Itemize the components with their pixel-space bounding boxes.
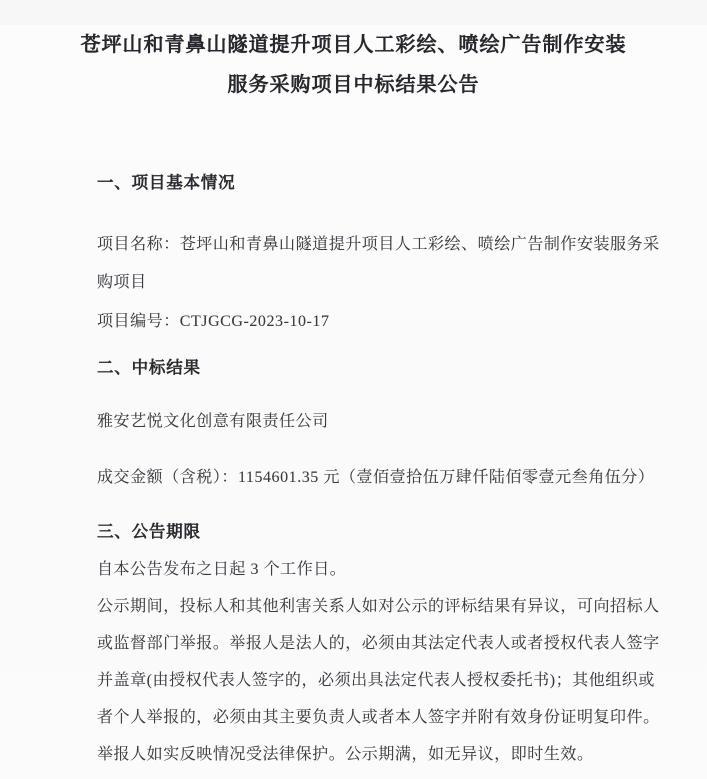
paragraph-project-name — [97, 226, 660, 302]
paragraph-line: 或监督部门举报。举报人是法人的，必须由其法定代表人或者授权代表人签字 — [97, 635, 660, 652]
paragraph-line: 举报人如实反映情况受法律保护。公示期满，如无异议，即时生效。 — [97, 746, 594, 763]
paragraph-transaction-amount — [97, 459, 655, 497]
document-title — [42, 25, 665, 105]
paragraph-line: 并盖章(由授权代表人签字的，必须出具法定代表人授权委托书)；其他组织或 — [97, 672, 655, 689]
paragraph-line: 公示期间，投标人和其他利害关系人如对公示的评标结果有异议，可向招标人 — [97, 598, 660, 615]
scanned-document-page — [0, 25, 707, 779]
paragraph-line: 项目名称：苍坪山和青鼻山隧道提升项目人工彩绘、喷绘广告制作安装服务采 — [97, 236, 660, 253]
paragraph-line: 雅安艺悦文化创意有限责任公司 — [97, 413, 329, 430]
paragraph-period-duration — [97, 551, 651, 588]
paragraph-line: 自本公告发布之日起 3 个工作日。 — [97, 561, 347, 578]
section-heading-project-basic-info: 一、项目基本情况 — [97, 173, 236, 192]
paragraph-legal-protection — [97, 736, 651, 773]
paragraph-project-number — [97, 303, 651, 341]
paragraph-line: 成交金额（含税）：1154601.35 元（壹佰壹拾伍万肆仟陆佰零壹元叁角伍分） — [97, 469, 655, 486]
paragraph-line: 者个人举报的，必须由其主要负责人或者本人签字并附有效身份证明复印件。 — [97, 709, 660, 726]
document-body — [97, 164, 660, 773]
paragraph-line: 购项目 — [97, 274, 147, 291]
section-heading-announcement-period: 三、公告期限 — [97, 522, 201, 541]
paragraph-winning-company — [97, 403, 651, 441]
section-heading-bid-result: 二、中标结果 — [97, 358, 201, 377]
document-title-line-2: 服务采购项目中标结果公告 — [227, 74, 480, 96]
document-title-line-1: 苍坪山和青鼻山隧道提升项目人工彩绘、喷绘广告制作安装 — [80, 34, 627, 56]
paragraph-objection-procedure — [97, 588, 660, 736]
paragraph-line: 项目编号：CTJGCG-2023-10-17 — [97, 313, 330, 330]
